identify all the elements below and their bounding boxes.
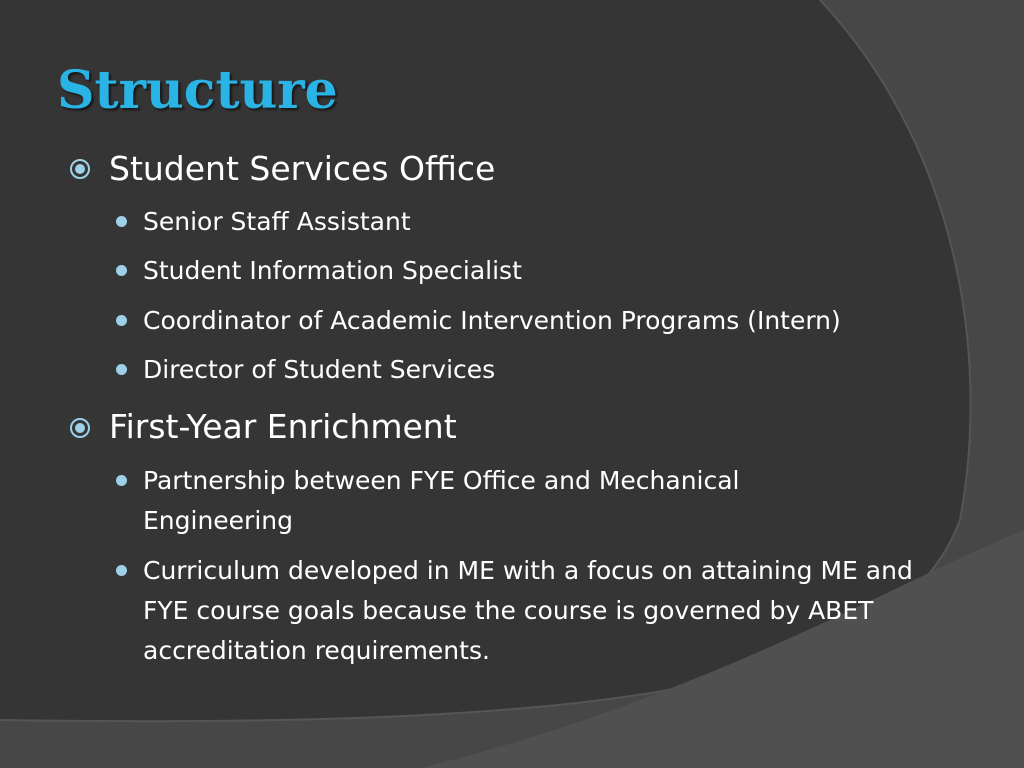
section-heading-first-year-enrichment: First-Year Enrichment [109,407,457,446]
dot-bullet-icon [116,216,127,227]
list-item: Student Information Specialist [143,256,522,285]
target-bullet-icon [68,157,92,181]
dot-bullet-icon [116,265,127,276]
list-item: Director of Student Services [143,355,496,384]
dot-bullet-icon [116,565,127,576]
dot-bullet-icon [116,364,127,375]
dot-bullet-icon [116,315,127,326]
dot-bullet-icon [116,475,127,486]
slide-title: Structure [57,60,338,121]
section-heading-student-services: Student Services Office [109,149,496,188]
list-item: Partnership between FYE Office and Mechanical Engineering [143,466,740,535]
target-bullet-icon [68,416,92,440]
list-item: Senior Staff Assistant [143,207,411,236]
list-item: Coordinator of Academic Intervention Programs (Intern) [143,306,841,335]
list-item: Curriculum developed in ME with a focus on attaining ME and FYE course goals because the course is governed by ABET accreditation requirements. [143,556,913,665]
